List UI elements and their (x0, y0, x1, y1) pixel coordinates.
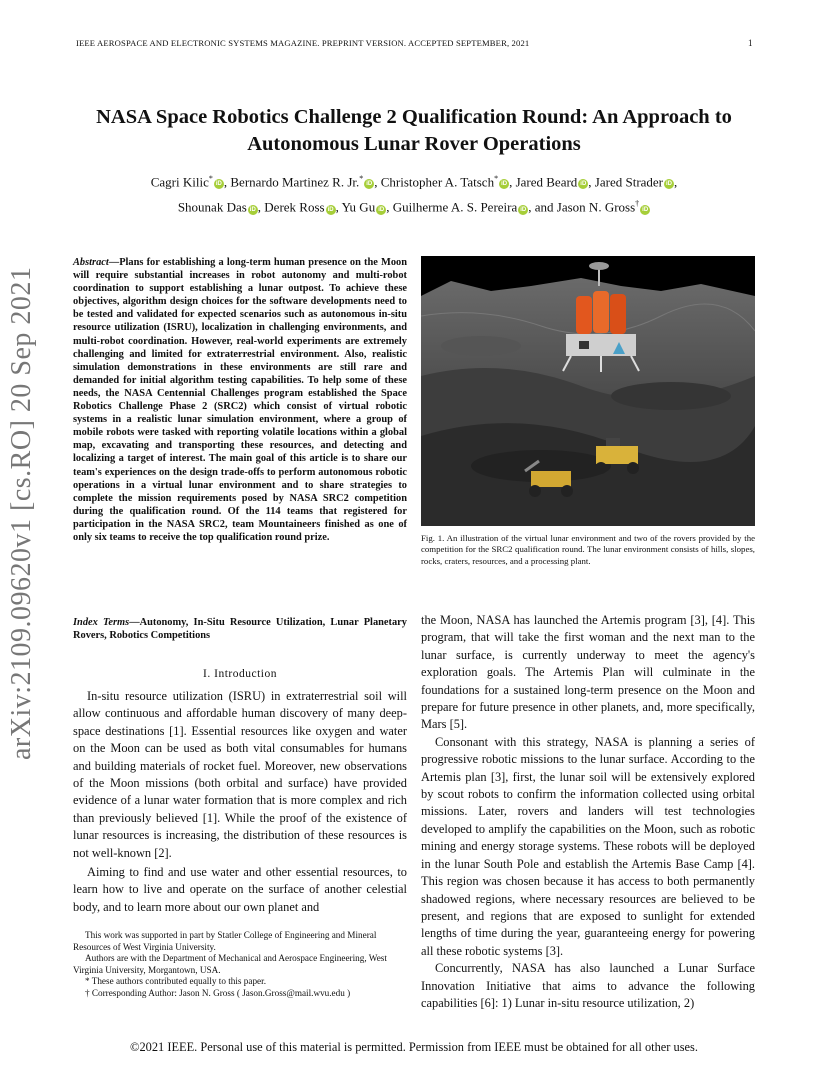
orcid-icon[interactable]: iD (378, 206, 385, 213)
author-name: Jason N. Gross (556, 199, 636, 215)
author-name: Cagri Kilic (150, 174, 209, 190)
footnotes (73, 930, 407, 999)
footnote: * These authors contributed equally to this paper. (85, 976, 266, 986)
page-number: 1 (748, 38, 753, 48)
author-mark: * (359, 174, 364, 183)
author-name: Christopher A. Tatsch (380, 174, 495, 190)
paragraph: the Moon, NASA has launched the Artemis program [3], [4]. This program, that will take the first woman and the next man to the lunar surface, is currently underway to meet the agency's exploration goals. The Artemis Plan will culminate in the foundations for a sustained long-term presence on the Moon and prepare for future presence in other planets, and, more specifically, Mars [5]. (421, 613, 755, 732)
lunar-scene-illustration (421, 256, 755, 526)
author-name: Jared Beard (515, 174, 578, 190)
right-column-body (421, 612, 755, 1012)
author-name: Jared Strader (594, 174, 664, 190)
abstract (73, 256, 407, 544)
paragraph: In-situ resource utilization (ISRU) in extraterrestrial soil will allow continuous and affordable human discovery of many deep-space destinations [1]. Essential resources like oxygen and water on the Moon can be used as both vital consumables for humans and building materials of rocket fuel. Moreover, new observations of the Moon missions (both orbital and surface) have provided evidence of a lunar water formation that is more complex and rich than previously believed [1]. While the proof of the existence of lunar resources is increasing, the distribution of these resources is not well-known [2]. (73, 689, 407, 860)
section-heading: I. Introduction (203, 668, 277, 680)
orcid-icon[interactable]: iD (580, 181, 587, 188)
footnote: This work was supported in part by Statler College of Engineering and Mineral Resources of West Virginia University. (73, 930, 377, 952)
orcid-icon[interactable]: iD (501, 181, 508, 188)
index-terms-text: —Autonomy, In-Situ Resource Utilization, Lunar Planetary Rovers, Robotics Competitions (73, 617, 407, 642)
paper-title: NASA Space Robotics Challenge 2 Qualification Round: An Approach to Autonomous Lunar Rover Operations (96, 106, 732, 155)
author-name: Yu Gu (341, 199, 376, 215)
left-column-body (73, 688, 407, 916)
author-mark: * (494, 174, 499, 183)
author-name: Derek Ross (264, 199, 325, 215)
abstract-text: —Plans for establishing a long-term human presence on the Moon will require substantial increases in robot autonomy and multi-robot coordination to support establishing a lunar outpost. To achieve these objectives, algorithm design choices for the software developments need to be tested and validated for expected scenarios such as autonomous in-situ resource utilization (ISRU), localization in challenging environments, and multi-robot coordination. However, real-world experiments are extremely challenging and limited for extraterrestrial environment. Also, realistic simulation demonstrations in these environments are still rare and demanded for initial algorithm testing capabilities. To help some of these needs, the NASA Centennial Challenges program established the Space Robotics Challenge Phase 2 (SRC2) which consist of virtual robotic systems in a realistic lunar simulation environment, where a group of mobile robots were tasked with reporting volatile locations within a global map, excavating and transporting these resources, and detecting and localizing a target of interest. The main goal of this article is to share our team's experiences on the design trade-offs to perform autonomous robotic operations in a virtual lunar environment and to share strategies to complete the mission requirements posed by NASA SRC2 competition during the qualification round. Of the 114 teams that registered for participation in the NASA SRC2, team Mountaineers finished as one of only six teams to receive the top qualification round prize. (73, 257, 407, 543)
index-terms-lead: Index Terms (73, 617, 130, 628)
author-name: Shounak Das (177, 199, 247, 215)
orcid-icon[interactable]: iD (642, 206, 649, 213)
orcid-icon[interactable]: iD (520, 206, 527, 213)
paragraph: Concurrently, NASA has also launched a Lunar Surface Innovation Initiative that aims to advance the following capabilities [6]: 1) Lunar in-situ resource utilization, 2) (421, 961, 755, 1010)
author-mark: * (208, 174, 213, 183)
orcid-icon[interactable]: iD (666, 181, 673, 188)
paragraph: Aiming to find and use water and other essential resources, to learn how to live and operate on the surface of another celestial body, and to learn more about our own planet and (73, 865, 407, 914)
figure-lunar-environment (421, 256, 755, 526)
author-list: Cagri Kilic*iD , Bernardo Martinez R. Jr.*iD , Christopher A. Tatsch*iD , Jared Beard iD , Jared Strader iD , Shounak Das iD , Derek Ross iD , Yu Gu iD , Guilherme A. S. Pereira iD , and Jason N. Gross†iD (150, 174, 678, 215)
index-terms (73, 616, 407, 642)
footnote: † Corresponding Author: Jason N. Gross ( Jason.Gross@mail.wvu.edu ) (85, 987, 351, 998)
orcid-icon[interactable]: iD (327, 206, 334, 213)
running-head: IEEE AEROSPACE AND ELECTRONIC SYSTEMS MAGAZINE. PREPRINT VERSION. ACCEPTED SEPTEMBER, 2021 (76, 38, 530, 48)
abstract-lead: Abstract (73, 257, 109, 268)
author-name: Bernardo Martinez R. Jr. (230, 174, 360, 190)
author-name: Guilherme A. S. Pereira (392, 199, 518, 215)
copyright-notice: ©2021 IEEE. Personal use of this material is permitted. Permission from IEEE must be obtained for all other uses. (130, 1040, 698, 1054)
paragraph: Consonant with this strategy, NASA is planning a series of progressive robotic missions to the lunar surface. According to the Artemis plan [3], first, the lunar soil will be extensively explored by scout robots to confirm the information collected using orbital missions. Later, rovers and landers will test technologies developed to amplify the capabilities on the Moon, such as robotic mining and energy storage systems. These robots will be deployed in the lunar South Pole and establish the Artemis Base Camp [4]. This region was chosen because it has access to both permanently shadowed regions, where necessary resources are believed to be present, and regions that are exposed to sunlight for extended lengths of time during the year, guaranteeing energy for powering all these robotic systems [3]. (421, 734, 755, 958)
figure-caption: Fig. 1. An illustration of the virtual lunar environment and two of the rovers provided by the competition for the SRC2 qualification round. The lunar environment consists of hills, slopes, rocks, craters, resources, and a processing plant. (421, 533, 755, 566)
footnote: Authors are with the Department of Mechanical and Aerospace Engineering, West Virginia University, Morgantown, USA. (73, 953, 387, 975)
orcid-icon[interactable]: iD (215, 181, 222, 188)
orcid-icon[interactable]: iD (366, 181, 373, 188)
orcid-icon[interactable]: iD (249, 206, 256, 213)
arxiv-stamp: arXiv:2109.09620v1 [cs.RO] 20 Sep 2021 (6, 266, 37, 760)
author-mark: † (635, 199, 640, 209)
